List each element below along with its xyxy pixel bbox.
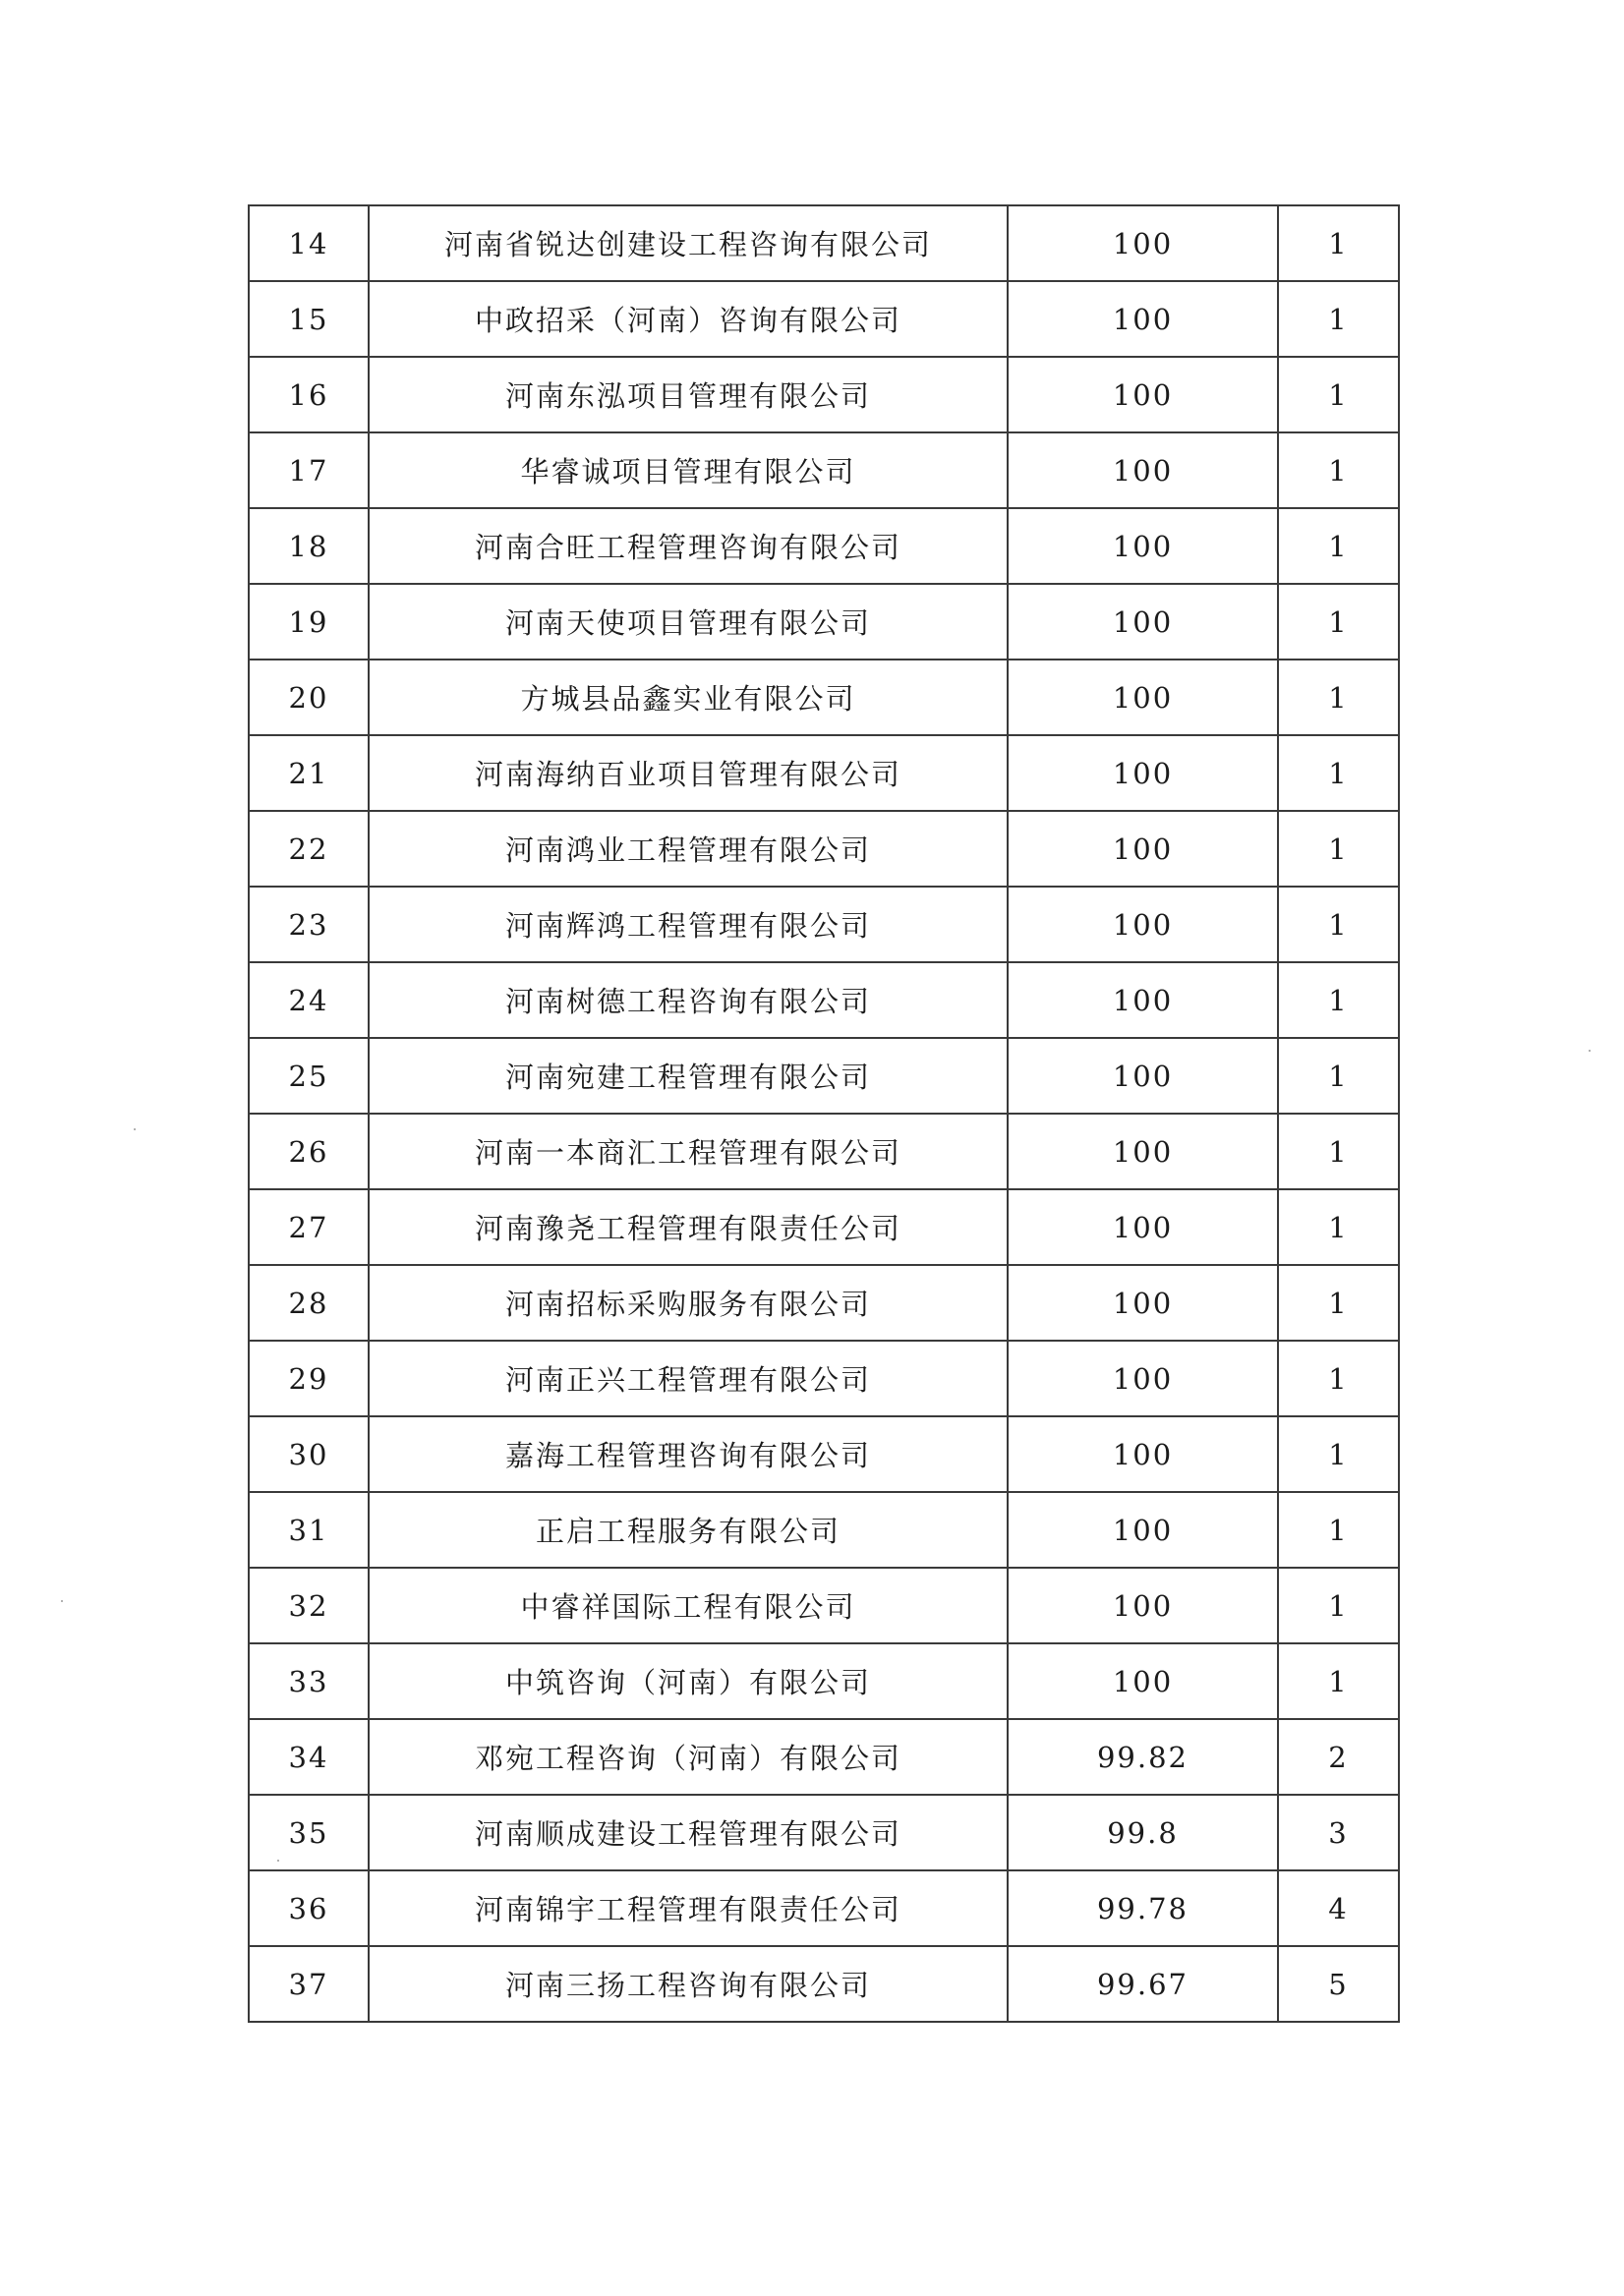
rank-cell: 2 xyxy=(1278,1719,1399,1795)
rank-cell: 1 xyxy=(1278,1416,1399,1492)
table-row xyxy=(249,1568,1399,1643)
score-cell: 100 xyxy=(1008,205,1278,281)
rank-cell: 1 xyxy=(1278,281,1399,357)
score-cell: 100 xyxy=(1008,357,1278,432)
ranking-table-body xyxy=(249,205,1399,2022)
score-cell: 100 xyxy=(1008,1568,1278,1643)
company-name-cell: 河南锦宇工程管理有限责任公司 xyxy=(369,1870,1008,1946)
scan-speck xyxy=(134,1128,136,1130)
table-row xyxy=(249,584,1399,660)
row-number-cell: 35 xyxy=(249,1795,369,1870)
score-cell: 100 xyxy=(1008,281,1278,357)
row-number-cell: 19 xyxy=(249,584,369,660)
row-number-cell: 33 xyxy=(249,1643,369,1719)
row-number-cell: 20 xyxy=(249,660,369,735)
score-cell: 100 xyxy=(1008,811,1278,887)
row-number-cell: 26 xyxy=(249,1114,369,1189)
score-cell: 100 xyxy=(1008,1341,1278,1416)
scan-speck xyxy=(277,1860,279,1862)
company-name-cell: 河南东泓项目管理有限公司 xyxy=(369,357,1008,432)
rank-cell: 1 xyxy=(1278,508,1399,584)
rank-cell: 1 xyxy=(1278,1492,1399,1568)
row-number-cell: 28 xyxy=(249,1265,369,1341)
rank-cell: 4 xyxy=(1278,1870,1399,1946)
table-row xyxy=(249,1870,1399,1946)
ranking-table xyxy=(248,204,1400,2023)
rank-cell: 1 xyxy=(1278,735,1399,811)
company-name-cell: 河南辉鸿工程管理有限公司 xyxy=(369,887,1008,962)
company-name-cell: 河南正兴工程管理有限公司 xyxy=(369,1341,1008,1416)
company-name-cell: 中筑咨询（河南）有限公司 xyxy=(369,1643,1008,1719)
company-name-cell: 河南招标采购服务有限公司 xyxy=(369,1265,1008,1341)
table-row xyxy=(249,660,1399,735)
rank-cell: 1 xyxy=(1278,1189,1399,1265)
table-row xyxy=(249,1946,1399,2022)
table-row xyxy=(249,1492,1399,1568)
rank-cell: 5 xyxy=(1278,1946,1399,2022)
score-cell: 100 xyxy=(1008,1038,1278,1114)
row-number-cell: 16 xyxy=(249,357,369,432)
company-name-cell: 河南一本商汇工程管理有限公司 xyxy=(369,1114,1008,1189)
rank-cell: 1 xyxy=(1278,1038,1399,1114)
row-number-cell: 25 xyxy=(249,1038,369,1114)
row-number-cell: 31 xyxy=(249,1492,369,1568)
score-cell: 99.82 xyxy=(1008,1719,1278,1795)
company-name-cell: 中睿祥国际工程有限公司 xyxy=(369,1568,1008,1643)
company-name-cell: 河南省锐达创建设工程咨询有限公司 xyxy=(369,205,1008,281)
score-cell: 99.8 xyxy=(1008,1795,1278,1870)
rank-cell: 1 xyxy=(1278,432,1399,508)
row-number-cell: 34 xyxy=(249,1719,369,1795)
rank-cell: 1 xyxy=(1278,1341,1399,1416)
table-row xyxy=(249,1719,1399,1795)
rank-cell: 1 xyxy=(1278,584,1399,660)
table-row xyxy=(249,205,1399,281)
rank-cell: 1 xyxy=(1278,887,1399,962)
company-name-cell: 河南鸿业工程管理有限公司 xyxy=(369,811,1008,887)
rank-cell: 1 xyxy=(1278,811,1399,887)
score-cell: 100 xyxy=(1008,1189,1278,1265)
score-cell: 100 xyxy=(1008,1643,1278,1719)
row-number-cell: 37 xyxy=(249,1946,369,2022)
row-number-cell: 18 xyxy=(249,508,369,584)
score-cell: 100 xyxy=(1008,584,1278,660)
scan-speck xyxy=(61,1600,63,1602)
company-name-cell: 华睿诚项目管理有限公司 xyxy=(369,432,1008,508)
company-name-cell: 邓宛工程咨询（河南）有限公司 xyxy=(369,1719,1008,1795)
row-number-cell: 23 xyxy=(249,887,369,962)
rank-cell: 1 xyxy=(1278,357,1399,432)
rank-cell: 1 xyxy=(1278,1643,1399,1719)
table-row xyxy=(249,1265,1399,1341)
row-number-cell: 30 xyxy=(249,1416,369,1492)
score-cell: 100 xyxy=(1008,432,1278,508)
table-row xyxy=(249,357,1399,432)
company-name-cell: 河南顺成建设工程管理有限公司 xyxy=(369,1795,1008,1870)
score-cell: 100 xyxy=(1008,1114,1278,1189)
company-name-cell: 中政招采（河南）咨询有限公司 xyxy=(369,281,1008,357)
company-name-cell: 河南宛建工程管理有限公司 xyxy=(369,1038,1008,1114)
row-number-cell: 27 xyxy=(249,1189,369,1265)
row-number-cell: 15 xyxy=(249,281,369,357)
row-number-cell: 24 xyxy=(249,962,369,1038)
company-name-cell: 河南豫尧工程管理有限责任公司 xyxy=(369,1189,1008,1265)
table-row xyxy=(249,1038,1399,1114)
company-name-cell: 河南三扬工程咨询有限公司 xyxy=(369,1946,1008,2022)
rank-cell: 1 xyxy=(1278,660,1399,735)
company-name-cell: 河南合旺工程管理咨询有限公司 xyxy=(369,508,1008,584)
rank-cell: 1 xyxy=(1278,205,1399,281)
score-cell: 100 xyxy=(1008,962,1278,1038)
row-number-cell: 36 xyxy=(249,1870,369,1946)
table-row xyxy=(249,1114,1399,1189)
table-row xyxy=(249,962,1399,1038)
scan-speck xyxy=(1589,1050,1591,1052)
row-number-cell: 14 xyxy=(249,205,369,281)
table-row xyxy=(249,811,1399,887)
table-row xyxy=(249,281,1399,357)
row-number-cell: 17 xyxy=(249,432,369,508)
score-cell: 100 xyxy=(1008,735,1278,811)
score-cell: 100 xyxy=(1008,660,1278,735)
rank-cell: 1 xyxy=(1278,1265,1399,1341)
table-row xyxy=(249,432,1399,508)
rank-cell: 1 xyxy=(1278,1568,1399,1643)
table-row xyxy=(249,1643,1399,1719)
rank-cell: 1 xyxy=(1278,962,1399,1038)
row-number-cell: 21 xyxy=(249,735,369,811)
rank-cell: 3 xyxy=(1278,1795,1399,1870)
table-row xyxy=(249,508,1399,584)
company-name-cell: 河南树德工程咨询有限公司 xyxy=(369,962,1008,1038)
row-number-cell: 29 xyxy=(249,1341,369,1416)
company-name-cell: 方城县品鑫实业有限公司 xyxy=(369,660,1008,735)
company-name-cell: 河南海纳百业项目管理有限公司 xyxy=(369,735,1008,811)
score-cell: 100 xyxy=(1008,1265,1278,1341)
row-number-cell: 22 xyxy=(249,811,369,887)
score-cell: 100 xyxy=(1008,1492,1278,1568)
score-cell: 99.67 xyxy=(1008,1946,1278,2022)
score-cell: 100 xyxy=(1008,887,1278,962)
table-row xyxy=(249,1341,1399,1416)
score-cell: 100 xyxy=(1008,1416,1278,1492)
company-name-cell: 正启工程服务有限公司 xyxy=(369,1492,1008,1568)
row-number-cell: 32 xyxy=(249,1568,369,1643)
rank-cell: 1 xyxy=(1278,1114,1399,1189)
table-row xyxy=(249,887,1399,962)
score-cell: 100 xyxy=(1008,508,1278,584)
table-row xyxy=(249,1189,1399,1265)
table-row xyxy=(249,1795,1399,1870)
table-row xyxy=(249,735,1399,811)
company-name-cell: 嘉海工程管理咨询有限公司 xyxy=(369,1416,1008,1492)
company-name-cell: 河南天使项目管理有限公司 xyxy=(369,584,1008,660)
table-row xyxy=(249,1416,1399,1492)
score-cell: 99.78 xyxy=(1008,1870,1278,1946)
